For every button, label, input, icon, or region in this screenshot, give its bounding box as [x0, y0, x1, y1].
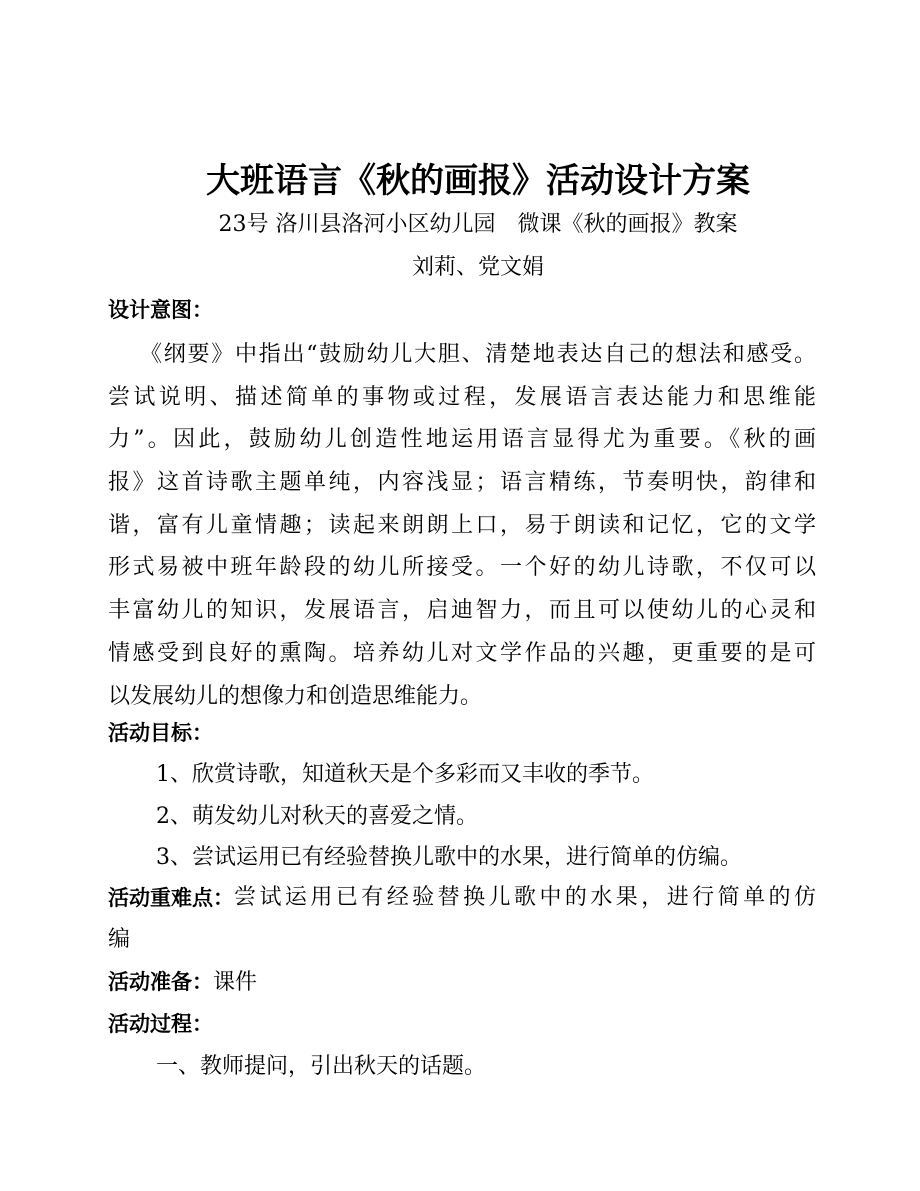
paragraph-line: 丰富幼儿的知识，发展语言，启迪智力，而且可以使幼儿的心灵和 — [108, 598, 816, 623]
goal-item: 2、萌发幼儿对秋天的喜爱之情。 — [156, 804, 478, 829]
paragraph-line: 报》这首诗歌主题单纯，内容浅显；语言精练，节奏明快，韵律和 — [108, 470, 816, 495]
key-points-heading: 活动重难点： — [108, 886, 234, 910]
preparation-line — [108, 967, 816, 998]
paragraph-line: 谐，富有儿童情趣；读起来朗朗上口，易于朗读和记忆，它的文学 — [108, 513, 816, 538]
goals-heading: 活动目标： — [108, 721, 213, 745]
paragraph-line: 形式易被中班年龄段的幼儿所接受。一个好的幼儿诗歌，不仅可以 — [108, 555, 816, 580]
key-points-line — [108, 883, 816, 913]
paragraph-line: 力”。因此，鼓励幼儿创造性地运用语言显得尤为重要。《秋的画 — [108, 427, 816, 452]
process-step: 一、教师提问，引出秋天的话题。 — [156, 1054, 487, 1079]
goal-item: 3、尝试运用已有经验替换儿歌中的水果，进行简单的仿编。 — [156, 845, 742, 870]
paragraph-line: 尝试说明、描述简单的事物或过程，发展语言表达能力和思维能 — [108, 385, 816, 410]
key-points-text-cont: 编 — [108, 927, 131, 952]
key-points-text: 尝试运用已有经验替换儿歌中的水果，进行简单的仿 — [234, 885, 816, 910]
preparation-text: 课件 — [213, 970, 258, 995]
authors: 刘莉、党文娟 — [411, 255, 544, 280]
preparation-heading: 活动准备： — [108, 970, 213, 994]
document-title: 大班语言《秋的画报》活动设计方案 — [206, 161, 750, 201]
paragraph-line: 以发展幼儿的想像力和创造思维能力。 — [108, 684, 483, 709]
design-intent-heading: 设计意图： — [108, 298, 213, 322]
goal-item: 1、欣赏诗歌，知道秋天是个多彩而又丰收的季节。 — [156, 762, 654, 787]
paragraph-line: 《纲要》中指出“鼓励幼儿大胆、清楚地表达自己的想法和感受。 — [140, 342, 816, 367]
paragraph-line: 情感受到良好的熏陶。培养幼儿对文学作品的兴趣，更重要的是可 — [108, 641, 816, 666]
subtitle: 23号 洛川县洛河小区幼儿园 微课《秋的画报》教案 — [218, 212, 738, 237]
process-heading: 活动过程： — [108, 1012, 213, 1036]
